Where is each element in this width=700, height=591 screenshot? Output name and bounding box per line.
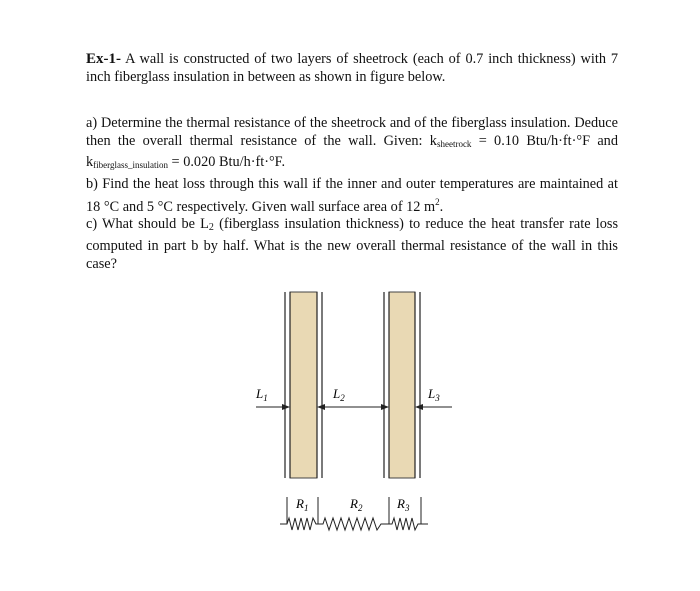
part-c-text-2: (fiberglass insulation thickness) to reduce the heat transfer rate loss computed in part b by half. What is the new overall thermal resistance of the wall in this case? xyxy=(86,216,619,273)
problem-intro-text: A wall is constructed of two layers of sheetrock (each of 0.7 inch thickness) with 7 inch fiberglass insulation in between as shown in figure below. xyxy=(86,51,618,86)
arrow-right-icon xyxy=(381,404,389,410)
label-l3: $L_3$ xyxy=(428,386,440,403)
label-r2: $R_2$ xyxy=(350,496,363,513)
label-r1: $R_1$ xyxy=(296,496,309,513)
sheetrock-left xyxy=(290,292,317,478)
part-a-sub-fiberglass: fiberglass_insulation xyxy=(93,160,168,171)
part-a-text-3: = 0.020 Btu/h·ft·°F. xyxy=(167,154,286,171)
part-b-sup: 2 xyxy=(435,197,440,208)
resistor-zigzag xyxy=(280,518,428,530)
arrow-left-icon xyxy=(415,404,423,410)
arrow-left-icon xyxy=(317,404,325,410)
part-a-text-2: = 0.10 Btu/h·ft·°F and k xyxy=(86,133,618,171)
part-a-sub-sheetrock: sheetrock xyxy=(436,139,472,150)
sheetrock-right xyxy=(389,292,415,478)
part-b-text-2: . xyxy=(439,198,444,215)
label-l2: $L_2$ xyxy=(333,386,345,403)
label-r3: $R_3$ xyxy=(397,496,410,513)
arrow-right-icon xyxy=(282,404,290,410)
part-a-text: a) Determine the thermal resistance of the sheetrock and of the fiberglass insulation. Deduce then the overall thermal resistance of the wall. Given: k xyxy=(86,115,618,150)
part-c-sub: 2 xyxy=(208,222,214,233)
problem-title: Ex-1- xyxy=(86,51,121,67)
label-l1: $L_1$ xyxy=(256,386,268,403)
part-b-text: b) Find the heat loss through this wall if the inner and outer temperatures are maintained at 18 °C and 5 °C respectively. Given wall surface area of 12 m xyxy=(86,176,618,215)
part-c-text: c) What should be L xyxy=(86,216,209,232)
